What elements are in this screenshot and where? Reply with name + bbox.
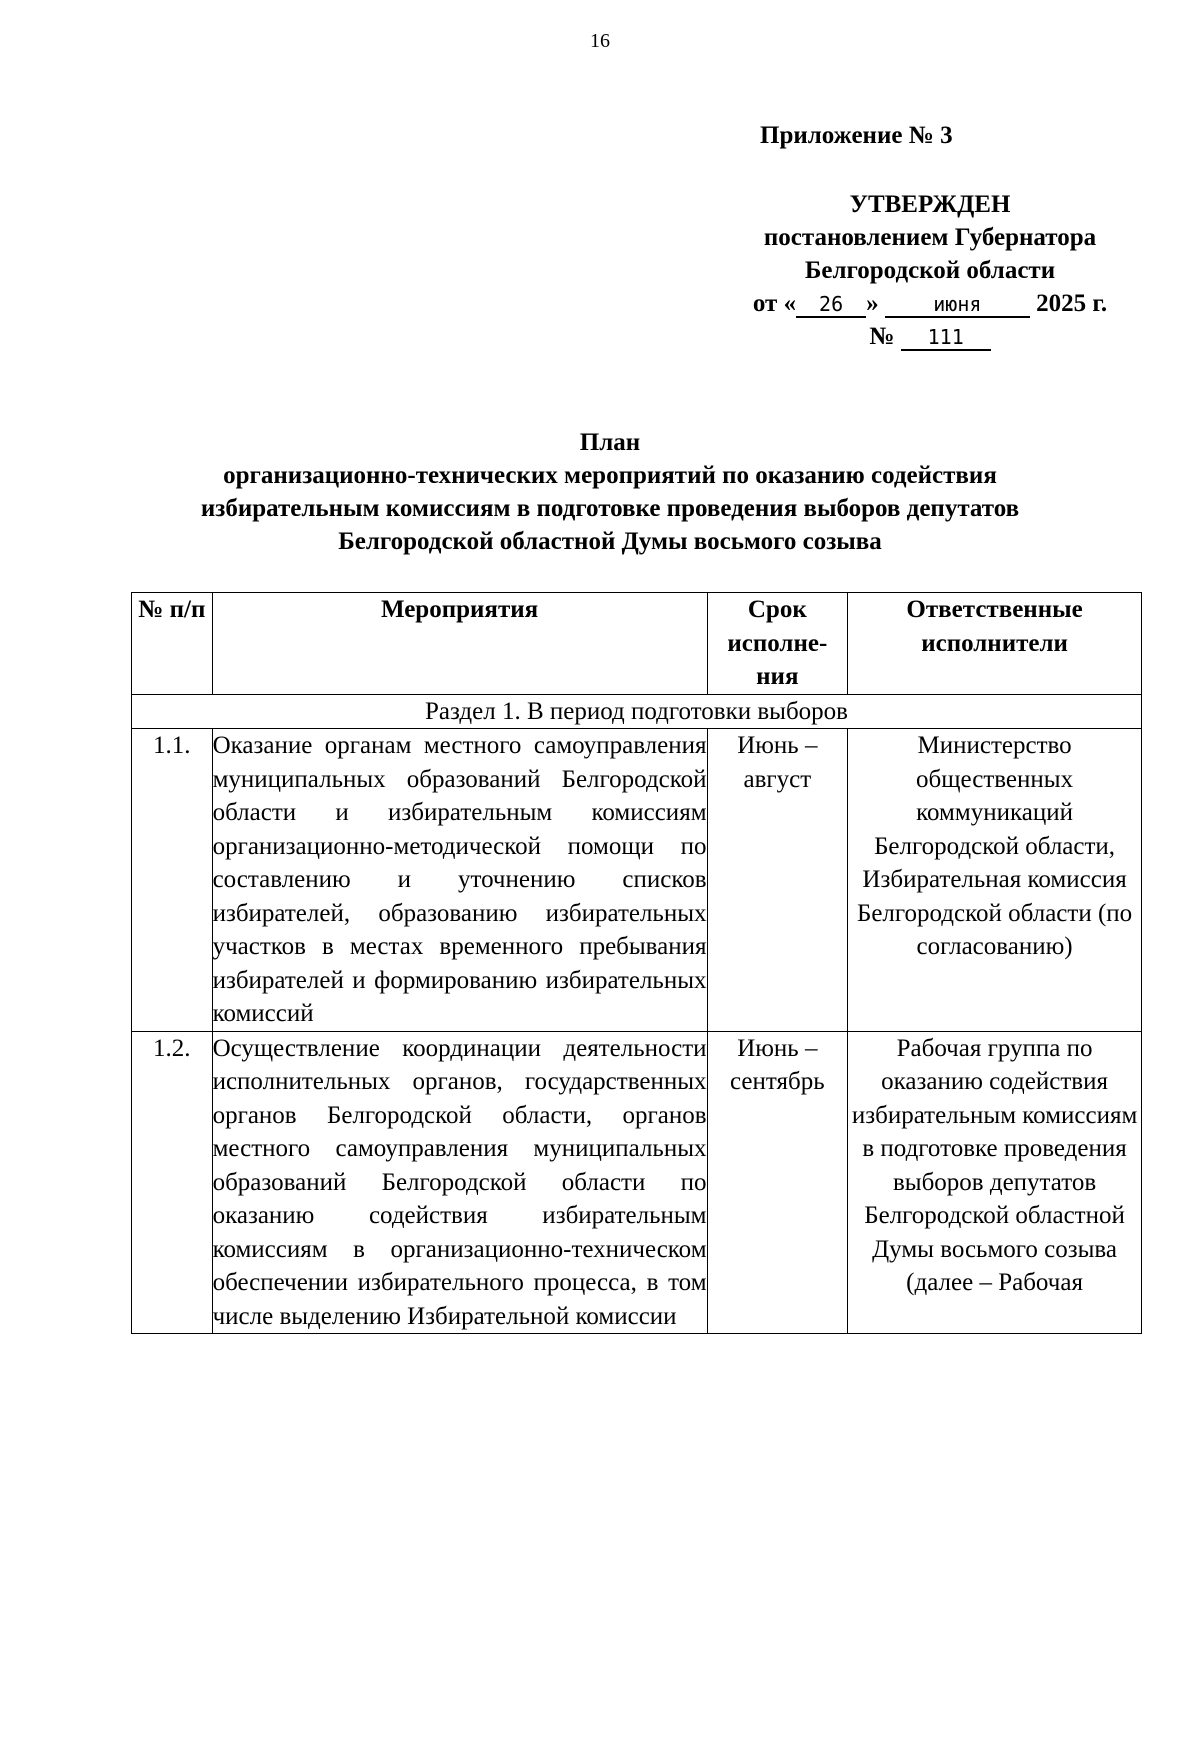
section-row — [132, 694, 1142, 729]
header-resp: Ответственные исполнители — [848, 593, 1142, 695]
row-event: Осуществление координации деятельности исполнительных органов, государственных органов Белгородской области, органов местного самоуправления муниципальных образований Белгородской области по оказанию содействия избирательным комиссиям в организационно-техническом обеспечении избирательного процесса, в том числе выделению Избирательной комиссии — [212, 1031, 707, 1334]
approval-month: июня — [885, 292, 1030, 318]
approval-year: 2025 г. — [1036, 290, 1108, 317]
row-resp: Министерство общественных коммуникаций Белгородской области, Избирательная комиссия Белгородской области (по согласованию) — [848, 729, 1142, 1032]
row-num: 1.2. — [132, 1031, 213, 1334]
row-event: Оказание органам местного самоуправления муниципальных образований Белгородской области и избирательным комиссиям организационно-методической помощи по составлению и уточнению списков избирателей, образованию избирательных участков в местах временного пребывания избирателей и формированию избирательных комиссий — [212, 729, 707, 1032]
table-header-row — [132, 593, 1142, 695]
header-term: Срок исполне-ния — [707, 593, 848, 695]
plan-title-line-2: организационно-технических мероприятий по оказанию содействия — [223, 462, 997, 489]
approval-date-line — [700, 287, 1160, 320]
plan-title-line-3: избирательным комиссиям в подготовке проведения выборов депутатов — [200, 495, 1020, 522]
table-row — [132, 729, 1142, 1032]
row-term: Июнь – сентябрь — [707, 1031, 848, 1334]
table-row — [132, 1031, 1142, 1334]
approval-block — [700, 188, 1160, 353]
approved-by-line: постановлением Губернатора — [763, 224, 1097, 251]
approval-number: 111 — [901, 325, 991, 351]
approved-heading: УТВЕРЖДЕН — [849, 191, 1011, 218]
approval-day: 26 — [796, 292, 866, 318]
row-num: 1.1. — [132, 729, 213, 1032]
number-prefix: № — [869, 323, 895, 350]
row-term: Июнь – август — [707, 729, 848, 1032]
approved-region-line: Белгородской области — [804, 257, 1056, 284]
header-num: № п/п — [132, 593, 213, 695]
approval-number-line — [700, 320, 1160, 353]
plan-title-line-4: Белгородской областной Думы восьмого созыва — [338, 528, 882, 555]
appendix-title: Приложение № 3 — [760, 122, 953, 149]
date-mid: » — [866, 290, 879, 317]
section-title: Раздел 1. В период подготовки выборов — [132, 694, 1142, 729]
page-number: 16 — [590, 30, 610, 52]
header-event: Мероприятия — [212, 593, 707, 695]
plan-title — [120, 426, 1100, 558]
plan-table — [131, 592, 1142, 1334]
date-prefix: от « — [752, 290, 797, 317]
row-resp: Рабочая группа по оказанию содействия избирательным комиссиям в подготовке проведения выборов депутатов Белгородской областной Думы восьмого созыва (далее – Рабочая — [848, 1031, 1142, 1334]
plan-title-line-1: План — [579, 429, 641, 456]
